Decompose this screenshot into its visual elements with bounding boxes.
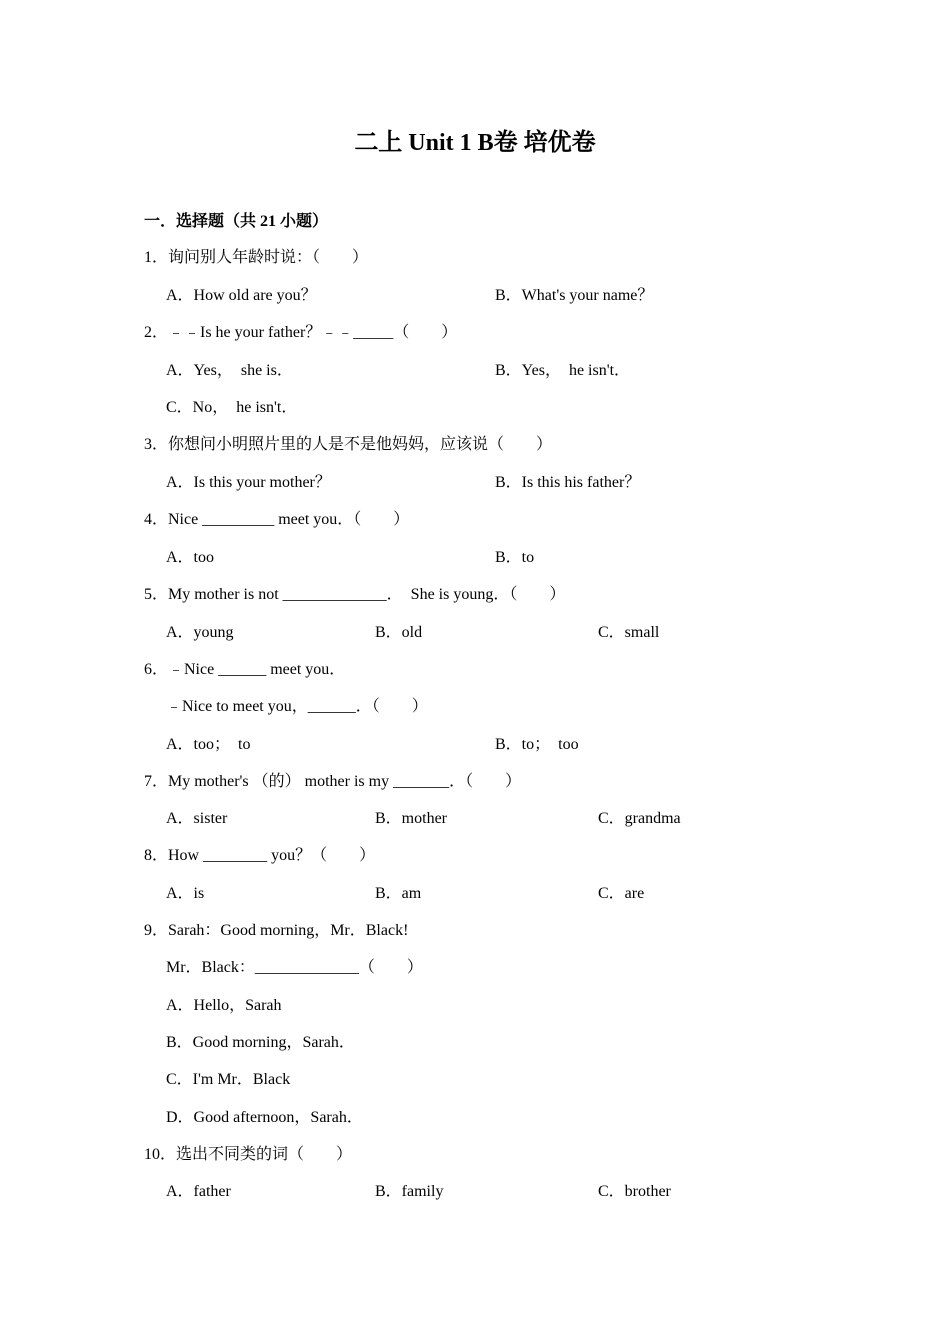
q10-option-c: C．brother: [598, 1183, 671, 1200]
q9-option-a: A．Hello，Sarah: [166, 997, 282, 1014]
question-9: 9．Sarah：Good morning，Mr．Black!: [144, 922, 409, 939]
q9-option-c: C．I'm Mr．Black: [166, 1071, 291, 1088]
q6-option-a: A．too； to: [166, 736, 251, 753]
q4-option-a: A．too: [166, 549, 215, 566]
q2-option-a: A．Yes， she is．: [166, 362, 293, 379]
q4-option-b: B．to: [495, 549, 535, 566]
q8-option-b: B．am: [375, 885, 422, 902]
section-heading: 一．选择题（共 21 小题）: [144, 213, 329, 230]
q5-option-c: C．small: [598, 624, 660, 641]
q1-option-b: B．What's your name？: [495, 287, 654, 304]
question-10: 10．选出不同类的词（ ）: [144, 1146, 353, 1163]
q2-option-c: C．No， he isn't．: [166, 399, 298, 416]
question-7: 7．My mother's （的） mother is my _______．（ ）: [144, 773, 522, 790]
q8-option-c: C．are: [598, 885, 645, 902]
q10-option-a: A．father: [166, 1183, 231, 1200]
question-5: 5．My mother is not _____________． She is young．（ ）: [144, 586, 566, 603]
q2-option-b: B．Yes， he isn't．: [495, 362, 631, 379]
q9-option-d: D．Good afternoon，Sarah．: [166, 1109, 363, 1126]
page-title: 二上 Unit 1 B卷 培优卷: [354, 130, 596, 156]
question-8: 8．How ________ you？（ ）: [144, 847, 376, 864]
q5-option-b: B．old: [375, 624, 423, 641]
q1-option-a: A．How old are you？: [166, 287, 317, 304]
question-6: 6．﹣Nice ______ meet you．: [144, 661, 346, 678]
question-4: 4．Nice _________ meet you．（ ）: [144, 511, 410, 528]
q8-option-a: A．is: [166, 885, 205, 902]
question-3: 3．你想问小明照片里的人是不是他妈妈，应该说（ ）: [144, 436, 553, 453]
question-9-line2: Mr．Black：_____________（ ）: [166, 959, 423, 976]
q7-option-c: C．grandma: [598, 810, 681, 827]
q7-option-a: A．sister: [166, 810, 228, 827]
q7-option-b: B．mother: [375, 810, 447, 827]
q10-option-b: B．family: [375, 1183, 444, 1200]
q3-option-a: A．Is this your mother？: [166, 474, 331, 491]
q9-option-b: B．Good morning，Sarah．: [166, 1034, 355, 1051]
q6-option-b: B．to； too: [495, 736, 579, 753]
question-2: 2．﹣﹣Is he your father？﹣﹣_____（ ）: [144, 324, 458, 341]
q5-option-a: A．young: [166, 624, 234, 641]
q3-option-b: B．Is this his father？: [495, 474, 641, 491]
question-6-line2: ﹣Nice to meet you，______．（ ）: [166, 698, 428, 715]
question-1: 1．询问别人年龄时说：（ ）: [144, 249, 369, 266]
